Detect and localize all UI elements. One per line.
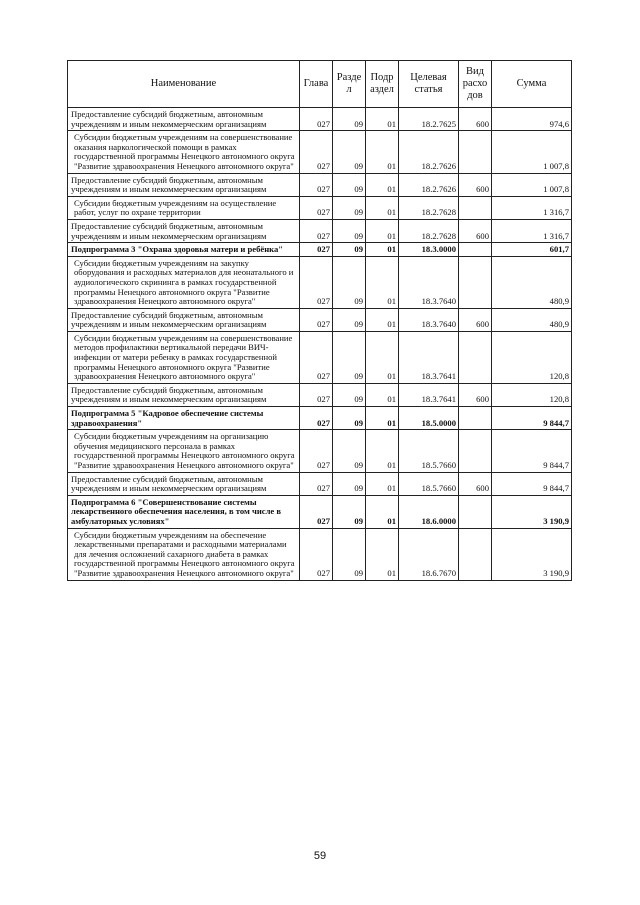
cell-glava: 027 [300, 173, 333, 196]
cell-summa: 120,8 [492, 383, 572, 406]
cell-summa: 1 007,8 [492, 131, 572, 173]
cell-podrazdel: 01 [366, 472, 399, 495]
table-row [68, 108, 572, 131]
cell-summa: 1 316,7 [492, 219, 572, 242]
cell-name: Предоставление субсидий бюджетным, автономным учреждениям и иным некоммерческим организациям [68, 308, 300, 331]
budget-table [67, 60, 572, 581]
cell-tselevaya-statya: 18.2.7628 [399, 196, 459, 219]
cell-vid-raskhodov [459, 528, 492, 580]
cell-glava: 027 [300, 219, 333, 242]
cell-glava: 027 [300, 196, 333, 219]
cell-razdel: 09 [333, 383, 366, 406]
cell-vid-raskhodov: 600 [459, 383, 492, 406]
cell-vid-raskhodov [459, 407, 492, 430]
table-row [68, 219, 572, 242]
cell-vid-raskhodov [459, 196, 492, 219]
table-row [68, 331, 572, 383]
cell-name: Субсидии бюджетным учреждениям на закупку оборудования и расходных материалов для неонатального и аудиологического скрининга в рамках государственной программы Ненецкого автономного округа "Развитие здравоохранения Ненецкого автономного округа" [68, 256, 300, 308]
cell-summa: 480,9 [492, 308, 572, 331]
cell-tselevaya-statya: 18.5.7660 [399, 430, 459, 472]
cell-summa: 9 844,7 [492, 472, 572, 495]
cell-tselevaya-statya: 18.2.7625 [399, 108, 459, 131]
cell-summa: 3 190,9 [492, 495, 572, 528]
table-row [68, 196, 572, 219]
table-row [68, 407, 572, 430]
table-row [68, 243, 572, 257]
cell-razdel: 09 [333, 219, 366, 242]
table-row [68, 472, 572, 495]
cell-glava: 027 [300, 256, 333, 308]
cell-razdel: 09 [333, 331, 366, 383]
cell-vid-raskhodov: 600 [459, 108, 492, 131]
cell-vid-raskhodov [459, 256, 492, 308]
cell-glava: 027 [300, 308, 333, 331]
cell-podrazdel: 01 [366, 495, 399, 528]
header-razdel: Разде л [333, 61, 366, 108]
cell-razdel: 09 [333, 528, 366, 580]
cell-tselevaya-statya: 18.3.7640 [399, 308, 459, 331]
cell-razdel: 09 [333, 256, 366, 308]
table-row [68, 308, 572, 331]
table-header-row [68, 61, 572, 108]
header-vid-raskhodov: Вид расхо дов [459, 61, 492, 108]
cell-name: Предоставление субсидий бюджетным, автономным учреждениям и иным некоммерческим организациям [68, 472, 300, 495]
cell-summa: 120,8 [492, 331, 572, 383]
cell-podrazdel: 01 [366, 196, 399, 219]
cell-razdel: 09 [333, 308, 366, 331]
cell-razdel: 09 [333, 495, 366, 528]
cell-razdel: 09 [333, 108, 366, 131]
cell-glava: 027 [300, 430, 333, 472]
header-tselevaya-statya: Целевая статья [399, 61, 459, 108]
cell-summa: 9 844,7 [492, 407, 572, 430]
cell-podrazdel: 01 [366, 131, 399, 173]
cell-glava: 027 [300, 108, 333, 131]
table-row [68, 528, 572, 580]
cell-tselevaya-statya: 18.6.7670 [399, 528, 459, 580]
cell-tselevaya-statya: 18.2.7628 [399, 219, 459, 242]
cell-vid-raskhodov: 600 [459, 173, 492, 196]
cell-vid-raskhodov [459, 131, 492, 173]
cell-name: Предоставление субсидий бюджетным, автономным учреждениям и иным некоммерческим организациям [68, 108, 300, 131]
cell-glava: 027 [300, 383, 333, 406]
cell-razdel: 09 [333, 407, 366, 430]
cell-name: Субсидии бюджетным учреждениям на совершенствование оказания наркологической помощи в рамках государственной программы Ненецкого автономного округа "Развитие здравоохранения Ненецкого автономного округа" [68, 131, 300, 173]
cell-tselevaya-statya: 18.2.7626 [399, 173, 459, 196]
cell-podrazdel: 01 [366, 219, 399, 242]
cell-summa: 601,7 [492, 243, 572, 257]
cell-podrazdel: 01 [366, 528, 399, 580]
cell-name: Субсидии бюджетным учреждениям на осуществление работ, услуг по охране территории [68, 196, 300, 219]
cell-glava: 027 [300, 495, 333, 528]
cell-vid-raskhodov: 600 [459, 308, 492, 331]
cell-vid-raskhodov: 600 [459, 219, 492, 242]
cell-razdel: 09 [333, 196, 366, 219]
cell-podrazdel: 01 [366, 256, 399, 308]
cell-podrazdel: 01 [366, 308, 399, 331]
cell-tselevaya-statya: 18.5.7660 [399, 472, 459, 495]
cell-glava: 027 [300, 528, 333, 580]
cell-vid-raskhodov [459, 495, 492, 528]
cell-summa: 480,9 [492, 256, 572, 308]
cell-glava: 027 [300, 407, 333, 430]
cell-podrazdel: 01 [366, 173, 399, 196]
cell-podrazdel: 01 [366, 407, 399, 430]
cell-podrazdel: 01 [366, 383, 399, 406]
cell-podrazdel: 01 [366, 430, 399, 472]
table-row [68, 131, 572, 173]
cell-tselevaya-statya: 18.6.0000 [399, 495, 459, 528]
cell-summa: 1 007,8 [492, 173, 572, 196]
header-name: Наименование [68, 61, 300, 108]
table-row [68, 383, 572, 406]
cell-razdel: 09 [333, 430, 366, 472]
cell-summa: 974,6 [492, 108, 572, 131]
cell-name: Субсидии бюджетным учреждениям на обеспечение лекарственными препаратами и расходными материалами для лечения осложнений сахарного диабета в рамках государственной программы Ненецкого автономного округа "Развитие здравоохранения Ненецкого автономного округа" [68, 528, 300, 580]
table-row [68, 430, 572, 472]
cell-name: Предоставление субсидий бюджетным, автономным учреждениям и иным некоммерческим организациям [68, 173, 300, 196]
cell-tselevaya-statya: 18.5.0000 [399, 407, 459, 430]
cell-razdel: 09 [333, 131, 366, 173]
header-summa: Сумма [492, 61, 572, 108]
cell-vid-raskhodov [459, 243, 492, 257]
cell-glava: 027 [300, 243, 333, 257]
cell-glava: 027 [300, 131, 333, 173]
header-glava: Глава [300, 61, 333, 108]
cell-summa: 9 844,7 [492, 430, 572, 472]
budget-table-container [67, 60, 571, 581]
cell-glava: 027 [300, 331, 333, 383]
table-row [68, 256, 572, 308]
cell-name: Подпрограмма 6 "Совершенствование системы лекарственного обеспечения населения, в том числе в амбулаторных условиях" [68, 495, 300, 528]
cell-vid-raskhodov [459, 331, 492, 383]
cell-summa: 1 316,7 [492, 196, 572, 219]
cell-name: Субсидии бюджетным учреждениям на организацию обучения медицинского персонала в рамках государственной программы Ненецкого автономного округа "Развитие здравоохранения Ненецкого автономного округа" [68, 430, 300, 472]
cell-name: Предоставление субсидий бюджетным, автономным учреждениям и иным некоммерческим организациям [68, 383, 300, 406]
cell-glava: 027 [300, 472, 333, 495]
cell-podrazdel: 01 [366, 108, 399, 131]
cell-razdel: 09 [333, 243, 366, 257]
cell-razdel: 09 [333, 173, 366, 196]
cell-tselevaya-statya: 18.3.7640 [399, 256, 459, 308]
cell-name: Предоставление субсидий бюджетным, автономным учреждениям и иным некоммерческим организациям [68, 219, 300, 242]
cell-vid-raskhodov [459, 430, 492, 472]
cell-tselevaya-statya: 18.3.0000 [399, 243, 459, 257]
table-body [68, 108, 572, 581]
cell-podrazdel: 01 [366, 331, 399, 383]
cell-razdel: 09 [333, 472, 366, 495]
cell-name: Подпрограмма 3 "Охрана здоровья матери и ребёнка" [68, 243, 300, 257]
table-row [68, 173, 572, 196]
cell-name: Субсидии бюджетным учреждениям на совершенствование методов профилактики вертикальной передачи ВИЧ-инфекции от матери ребенку в рамках государственной программы Ненецкого автономного округа "Развитие здравоохранения Ненецкого автономного округа" [68, 331, 300, 383]
page-number: 59 [313, 850, 327, 862]
cell-tselevaya-statya: 18.3.7641 [399, 383, 459, 406]
cell-podrazdel: 01 [366, 243, 399, 257]
cell-summa: 3 190,9 [492, 528, 572, 580]
cell-tselevaya-statya: 18.3.7641 [399, 331, 459, 383]
cell-name: Подпрограмма 5 "Кадровое обеспечение системы здравоохранения" [68, 407, 300, 430]
table-row [68, 495, 572, 528]
header-podrazdel: Подр аздел [366, 61, 399, 108]
cell-vid-raskhodov: 600 [459, 472, 492, 495]
cell-tselevaya-statya: 18.2.7626 [399, 131, 459, 173]
